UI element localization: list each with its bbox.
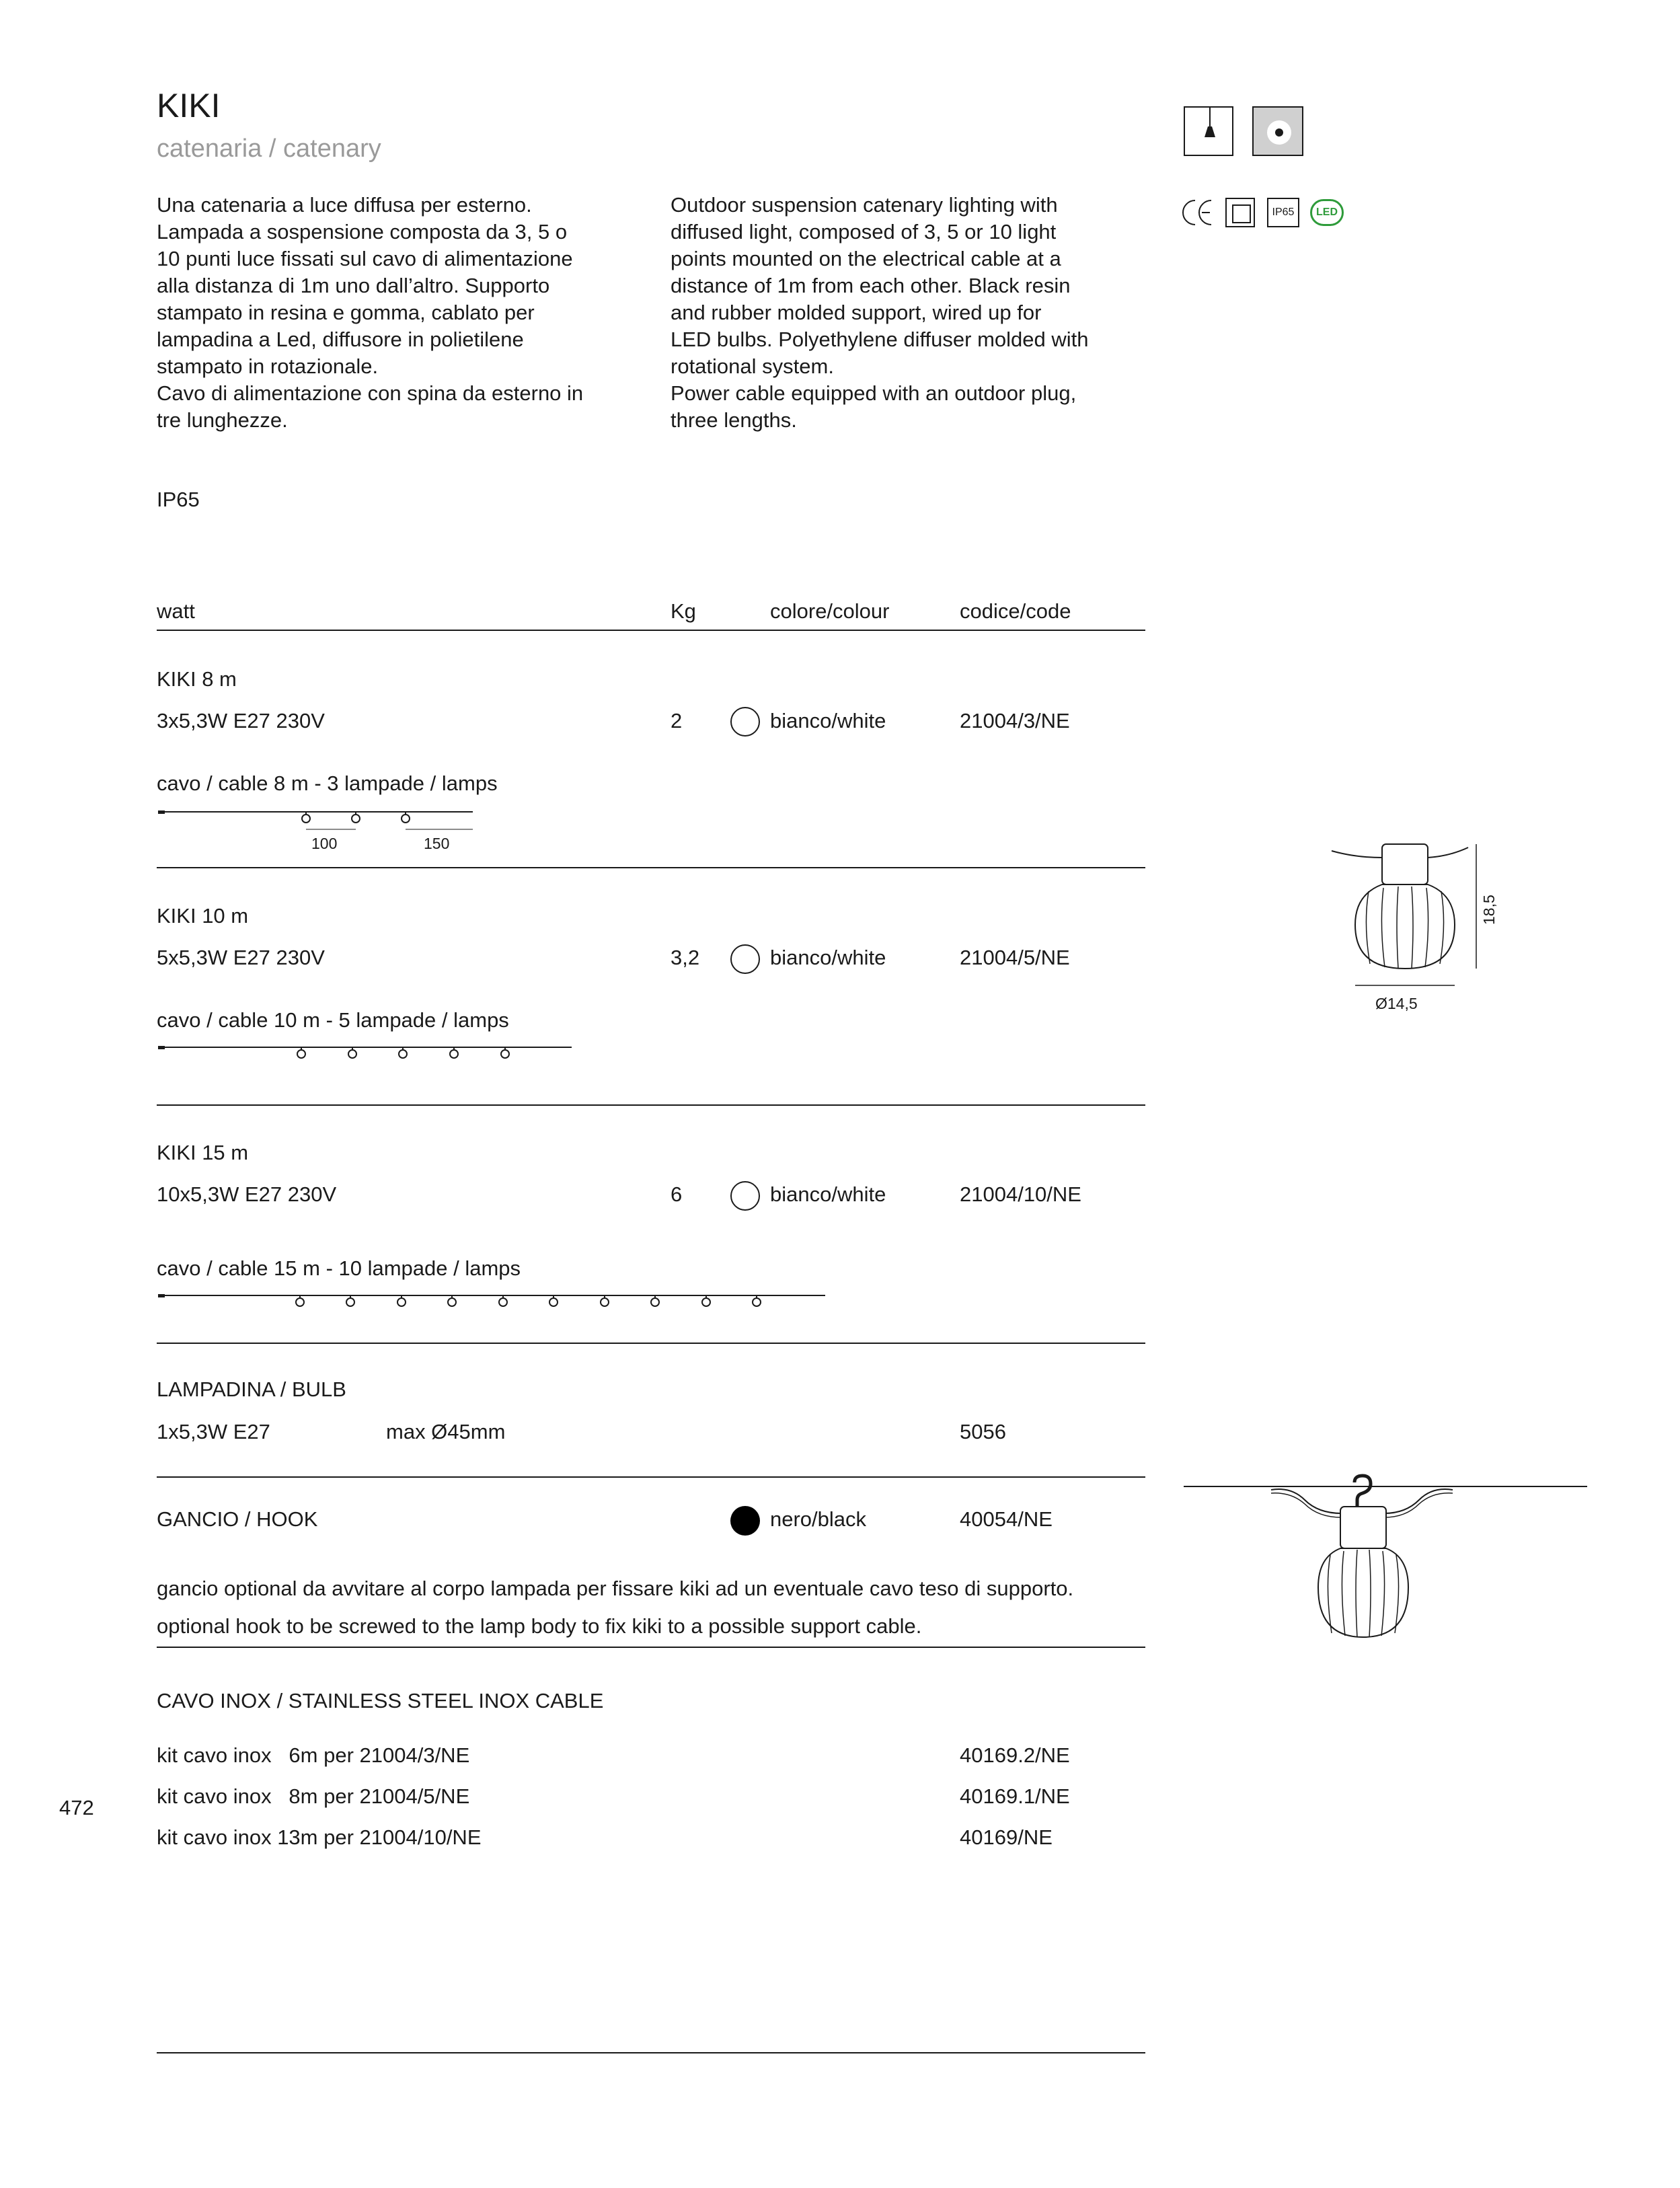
hook-colour: nero/black (770, 1507, 867, 1531)
bulb-code: 5056 (960, 1420, 1006, 1443)
lamp-marks (296, 1295, 761, 1306)
cable-label: cavo / cable 8 m - 3 lampade / lamps (157, 771, 498, 795)
product-name: KIKI 8 m (157, 667, 237, 691)
product-code: 21004/10/NE (960, 1182, 1081, 1206)
product-spec: 10x5,3W E27 230V (157, 1182, 337, 1206)
product-colour: bianco/white (770, 1182, 886, 1206)
diameter-dimension-label: Ø14,5 (1375, 995, 1418, 1012)
cable-label: cavo / cable 10 m - 5 lampade / lamps (157, 1008, 509, 1032)
hook-title: GANCIO / HOOK (157, 1507, 318, 1531)
divider (157, 1104, 1145, 1106)
height-dimension-label: 18,5 (1480, 895, 1498, 925)
product-spec: 3x5,3W E27 230V (157, 709, 325, 732)
product-name: KIKI 10 m (157, 904, 249, 928)
inox-title: CAVO INOX / STAINLESS STEEL INOX CABLE (157, 1689, 604, 1712)
product-kg: 3,2 (671, 946, 700, 969)
col-kg: Kg (671, 599, 696, 623)
inox-item-label: kit cavo inox 8m per 21004/5/NE (157, 1784, 470, 1808)
inox-item-code: 40169/NE (960, 1825, 1053, 1849)
divider (157, 1647, 1145, 1648)
product-kg: 2 (671, 709, 683, 732)
inox-item-label: kit cavo inox 13m per 21004/10/NE (157, 1825, 482, 1849)
ce-mark-icon (1182, 198, 1214, 227)
white-colour-swatch (730, 1181, 760, 1211)
product-kg: 6 (671, 1182, 683, 1206)
ip65-icon (1267, 198, 1299, 227)
lamp-marks (302, 812, 410, 823)
product-code: 21004/3/NE (960, 709, 1070, 732)
description-english: Outdoor suspension catenary lighting with diffused light, composed of 3, 5 or 10 light points mounted on the electrical cable at a distance of 1m from each other. Black resin and rubber molded support, wired up for LED bulbs. Polyethylene diffuser molded with rotational system. Power cable equipped with an outdoor plug, three lengths. (671, 193, 1089, 432)
pendant-lamp-icon (1184, 106, 1233, 156)
col-watt: watt (157, 599, 195, 623)
divider (157, 867, 1145, 868)
inox-item-label: kit cavo inox 6m per 21004/3/NE (157, 1743, 470, 1767)
hook-code: 40054/NE (960, 1507, 1053, 1531)
product-code: 21004/5/NE (960, 946, 1070, 969)
dimension-label: 100 (311, 835, 338, 852)
divider (157, 2052, 1145, 2053)
product-colour: bianco/white (770, 709, 886, 732)
ip-rating: IP65 (157, 488, 200, 511)
divider (157, 1476, 1145, 1478)
cable-diagram-15m (157, 1287, 829, 1314)
bulb-title: LAMPADINA / BULB (157, 1378, 346, 1401)
white-colour-swatch (730, 944, 760, 974)
led-badge-text: LED (1316, 206, 1338, 218)
inox-item-code: 40169.2/NE (960, 1743, 1070, 1767)
hook-note-english: optional hook to be screwed to the lamp body to fix kiki to a possible support cable. (157, 1614, 922, 1638)
led-icon (1310, 199, 1344, 226)
col-code: codice/code (960, 599, 1071, 623)
cable-label: cavo / cable 15 m - 10 lampade / lamps (157, 1256, 521, 1280)
white-colour-swatch (730, 707, 760, 737)
product-colour: bianco/white (770, 946, 886, 969)
ceiling-spot-icon (1252, 106, 1303, 156)
dimension-label: 150 (424, 835, 450, 852)
description-italian: Una catenaria a luce diffusa per esterno. Lampada a sospensione composta da 3, 5 o 10 punti luce fissati sul cavo di alimentazione alla distanza di 1m uno dall’altro. Supporto stampato in resina e gomma, cablato per lampadina a Led, diffusore in polietilene stampato in rotazionale. Cavo di alimentazione con spina da esterno in tre lunghezze. (157, 193, 584, 432)
lamp-hook-drawing (1184, 1473, 1601, 1648)
product-name: KIKI 15 m (157, 1141, 249, 1164)
product-spec: 5x5,3W E27 230V (157, 946, 325, 969)
black-colour-swatch (730, 1506, 760, 1536)
divider (157, 630, 1145, 631)
lamp-dimension-drawing (1328, 837, 1530, 1012)
bulb-spec: 1x5,3W E27 (157, 1420, 270, 1443)
page-subtitle: catenaria / catenary (157, 135, 381, 163)
col-colour: colore/colour (770, 599, 890, 623)
page-title: KIKI (157, 87, 221, 124)
lamp-marks (297, 1047, 509, 1058)
cable-diagram-10m (157, 1039, 574, 1066)
ip65-badge-text: IP65 (1272, 206, 1295, 218)
bulb-max: max Ø45mm (386, 1420, 506, 1443)
double-insulation-icon (1225, 198, 1255, 227)
inox-item-code: 40169.1/NE (960, 1784, 1070, 1808)
divider (157, 1343, 1145, 1344)
page-number: 472 (59, 1796, 94, 1819)
hook-note-italian: gancio optional da avvitare al corpo lampada per fissare kiki ad un eventuale cavo teso di supporto. (157, 1577, 1074, 1600)
